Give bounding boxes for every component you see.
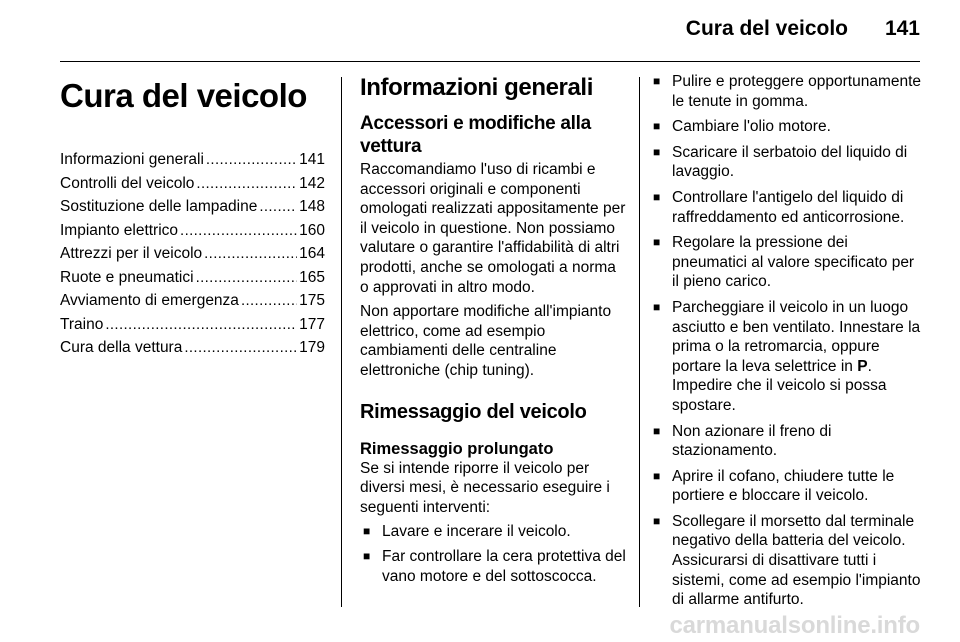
toc-label: Ruote e pneumatici [60,268,194,286]
bullet-icon: ■ [653,144,661,159]
list-item-text: Controllare l'antigelo del liquido di raffreddamento ed anticorrosione. [672,188,905,226]
list-item [360,547,626,586]
gear-position-p: P [857,357,868,375]
table-of-contents [60,148,325,360]
toc-page: 160 [299,221,325,239]
toc-page: 179 [299,339,325,356]
toc-label: Cura della vettura [60,339,183,356]
list-item-text: Scollegare il morsetto dal terminale negativo della batteria del veicolo. Assicurarsi di disattivare tutti i sistemi, come ad esempio l'impianto di allarme antifurto. [672,512,921,609]
toc-entry[interactable] [60,148,325,172]
toc-page: 141 [299,151,325,168]
toc-page: 164 [299,245,325,262]
toc-label: Sostituzione delle lampadine [60,198,258,215]
toc-page: 177 [299,315,325,333]
list-item-text: Scaricare il serbatoio del liquido di lavaggio. [672,143,908,181]
list-item [650,188,922,227]
toc-entry[interactable] [60,289,325,313]
toc-label: Traino [60,315,104,333]
section-title: Informazioni generali [360,74,593,101]
toc-leader [204,242,297,266]
list-item [650,117,922,137]
header-rule [60,61,920,62]
list-item [650,467,922,506]
toc-entry[interactable] [60,242,325,266]
list-item-text: Cambiare l'olio motore. [672,118,831,136]
bullet-icon: ■ [653,74,661,88]
subsection-title: Rimessaggio prolungato [360,439,554,458]
toc-label: Avviamento di emergenza [60,292,239,309]
list-item-text: Aprire il cofano, chiudere tutte le portiere e bloccare il veicolo. [672,467,895,505]
list-item-text: Pulire e proteggere opportunamente le tenute in gomma. [672,73,922,110]
list-item [650,512,922,610]
paragraph: Non apportare modifiche all'impianto elettrico, come ad esempio cambiamenti delle centraline elettroniche (chip tuning). [360,303,612,379]
toc-leader [259,195,297,219]
chapter-column [60,74,325,360]
bullet-list [650,72,922,610]
running-header-title: Cura del veicolo [685,17,848,40]
toc-leader [196,172,297,196]
toc-entry[interactable] [60,172,325,196]
chapter-title: Cura del veicolo [60,77,307,114]
toc-label: Controlli del veicolo [60,174,195,192]
list-item-text [672,299,920,414]
page-number: 141 [884,17,920,40]
toc-entry[interactable] [60,313,325,337]
bullet-icon: ■ [653,513,661,528]
toc-leader [180,219,297,243]
toc-page: 165 [299,268,325,286]
section-title: Rimessaggio del veicolo [360,400,587,423]
bullet-icon: ■ [363,548,371,563]
bullet-icon: ■ [653,468,661,483]
toc-entry[interactable] [60,195,325,219]
toc-page: 148 [299,198,325,215]
list-item-text: Non azionare il freno di stazionamento. [672,422,832,460]
toc-page: 175 [299,292,325,309]
toc-label: Informazioni generali [60,151,204,168]
toc-leader [206,148,297,172]
list-item [650,298,922,416]
list-item-text: Lavare e incerare il veicolo. [382,523,571,541]
column-divider [639,77,640,607]
list-item [650,233,922,292]
park-text-pre: Parcheggiare il veicolo in un luogo asciutto e ben ventilato. Innestare la prima o la retromarcia, oppure portare la leva selettrice in [672,298,921,375]
page-header [0,0,960,62]
list-item-text: Far controllare la cera protettiva del vano motore e del sottoscocca. [382,547,626,585]
general-info-column [360,72,626,591]
toc-entry[interactable] [60,336,325,360]
park-text-post: . Impedire che il veicolo si possa spostare. [672,357,887,414]
toc-leader [184,336,297,360]
list-item [650,422,922,461]
bullet-icon: ■ [363,524,371,539]
bullet-list [360,522,626,586]
bullet-icon: ■ [653,189,661,204]
bullet-icon: ■ [653,235,661,250]
toc-label: Attrezzi per il veicolo [60,245,203,262]
toc-page: 142 [299,174,325,192]
toc-label: Impianto elettrico [60,221,179,239]
toc-leader [196,266,298,290]
column-divider [341,77,342,607]
list-item [650,143,922,182]
paragraph: Se si intende riporre il veicolo per diversi mesi, è necessario eseguire i seguenti interventi: [360,459,610,516]
toc-entry[interactable] [60,219,325,243]
watermark: carmanualsonline.info [669,612,920,639]
bullet-icon: ■ [653,423,661,438]
paragraph: Raccomandiamo l'uso di ricambi e accessori originali e componenti omologati realizzati appositamente per il veicolo in questione. Non possiamo valutare o garantire l'affidabilità di altri prodotti, anche se omologati a norma o approvati in altro modo. [360,161,626,296]
list-item [650,72,922,111]
toc-leader [105,313,297,337]
toc-leader [241,289,297,313]
bullet-icon: ■ [653,299,661,314]
storage-steps-column [650,72,922,616]
list-item-text: Regolare la pressione dei pneumatici al valore specificato per il pieno carico. [672,234,915,291]
toc-entry[interactable] [60,266,325,290]
subsection-title: Accessori e modifiche alla vettura [360,113,591,157]
bullet-icon: ■ [653,119,661,134]
list-item [360,522,626,542]
